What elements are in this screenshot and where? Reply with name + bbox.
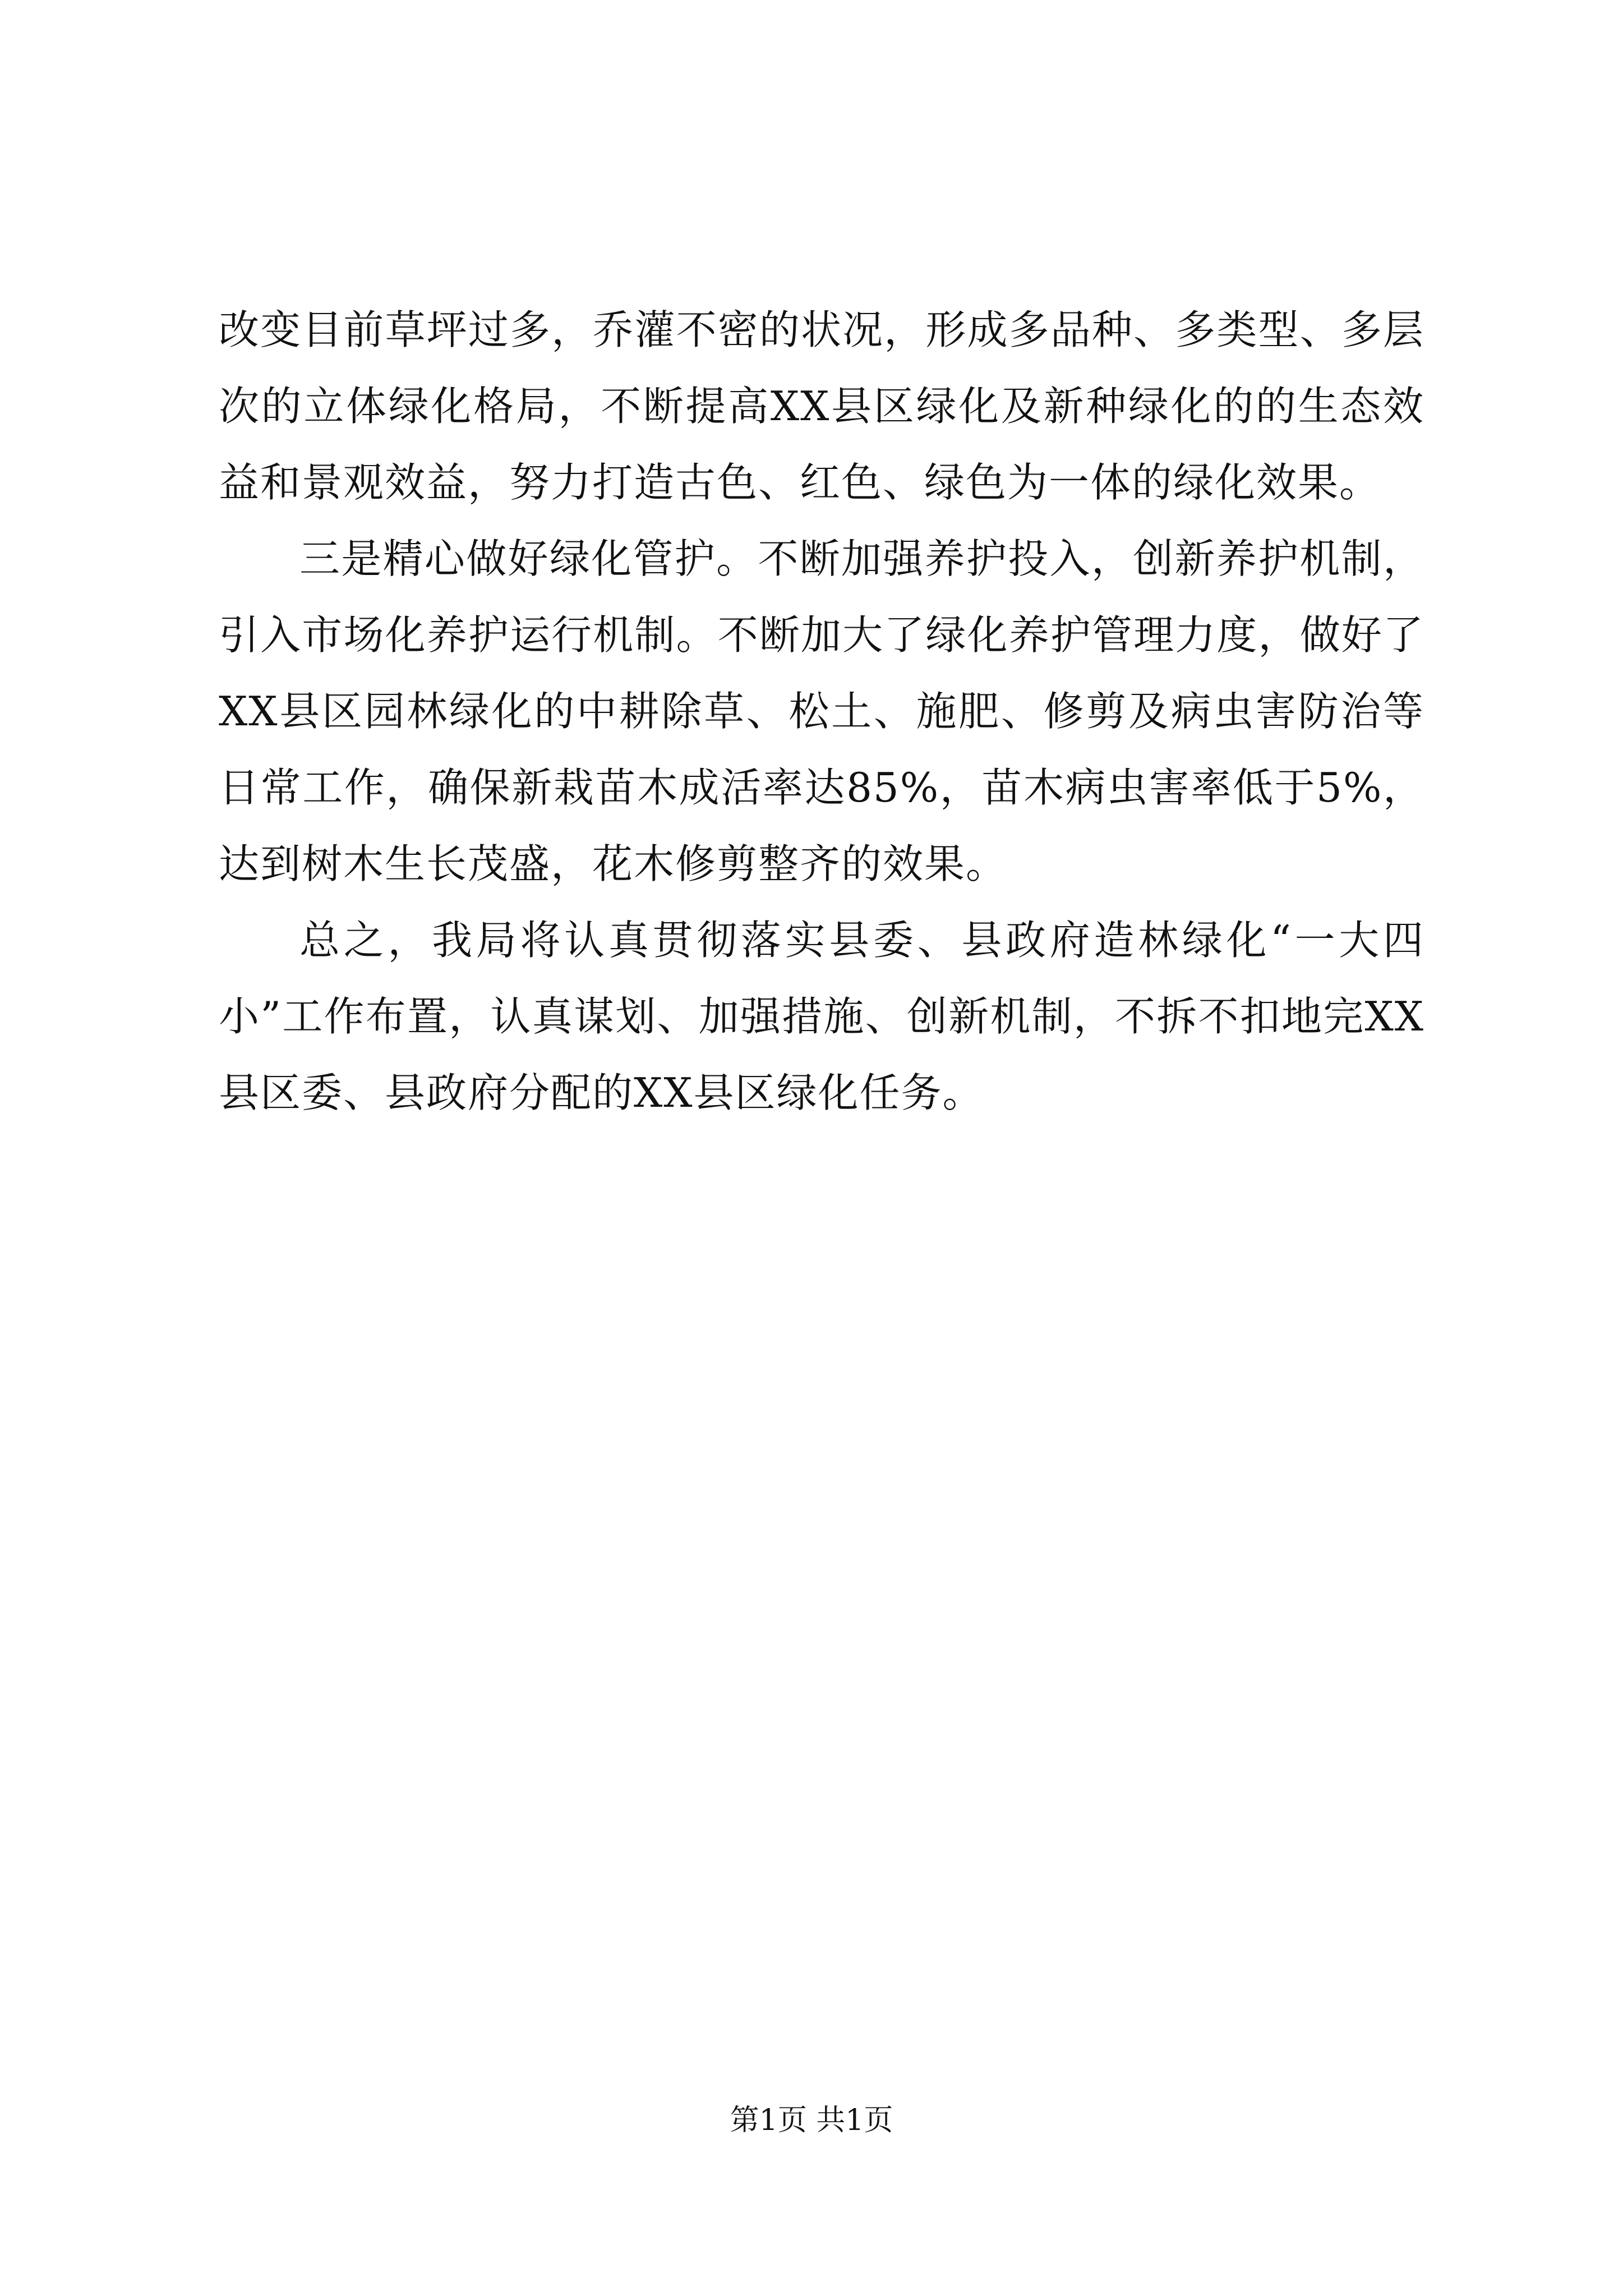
- paragraph-maintenance: 三是精心做好绿化管护。不断加强养护投入，创新养护机制，引入市场化养护运行机制。不断加大了绿化养护管理力度，做好了XX县区园林绿化的中耕除草、松土、施肥、修剪及病虫害防治等日常工作，确保新栽苗木成活率达85%，苗木病虫害率低于5%，达到树木生长茂盛，花木修剪整齐的效果。: [219, 535, 1424, 887]
- paragraph-continuation: 改变目前草坪过多，乔灌不密的状况，形成多品种、多类型、多层次的立体绿化格局，不断提高XX县区绿化及新种绿化的的生态效益和景观效益，努力打造古色、红色、绿色为一体的绿化效果。: [219, 306, 1424, 506]
- document-body: [219, 292, 1424, 1131]
- page-number-footer: 第1页 共1页: [730, 2104, 893, 2137]
- paragraph-conclusion: 总之，我局将认真贯彻落实县委、县政府造林绿化“一大四小”工作布置，认真谋划、加强措施、创新机制，不拆不扣地完XX县区委、县政府分配的XX县区绿化任务。: [219, 917, 1424, 1116]
